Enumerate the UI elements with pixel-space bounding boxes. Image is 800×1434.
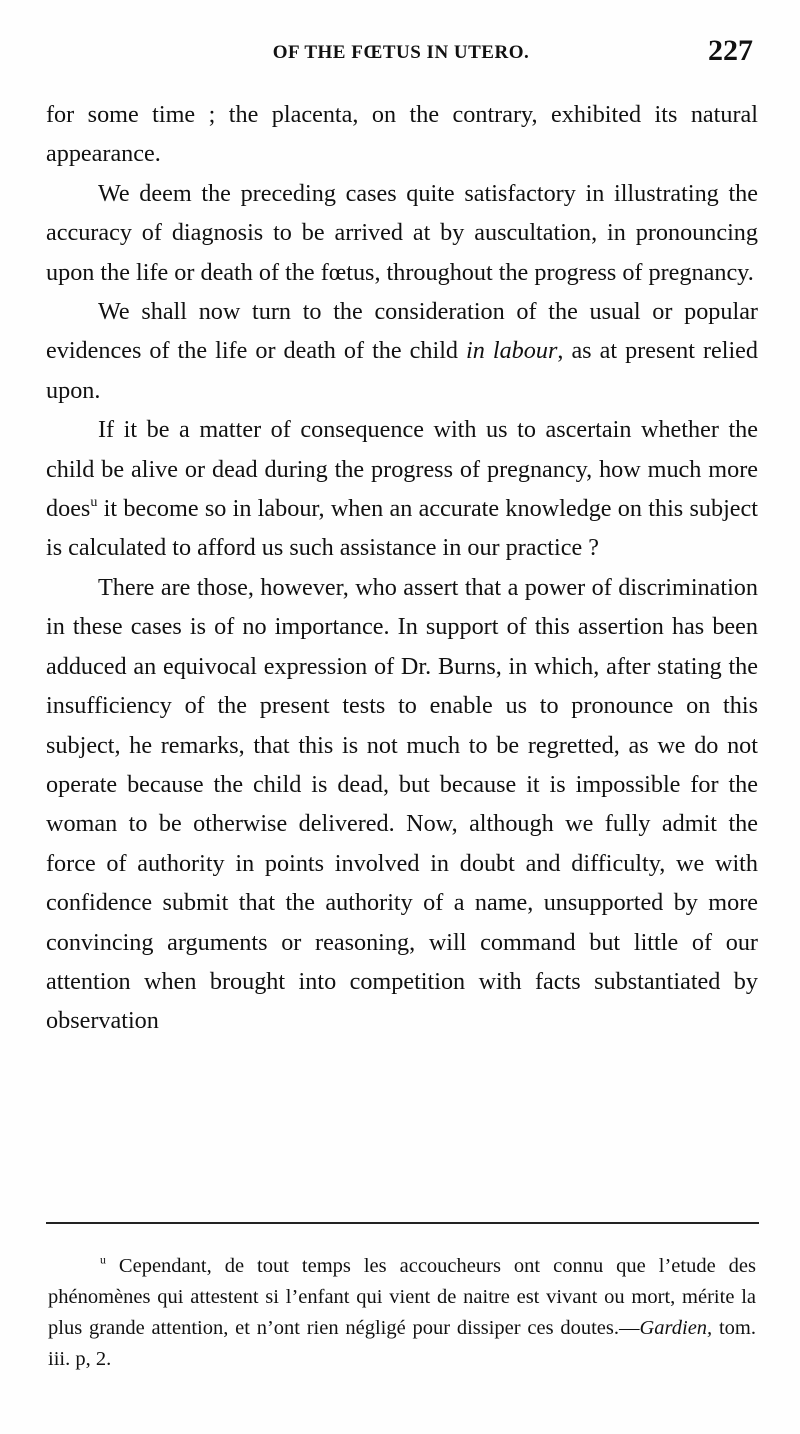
paragraph-3-text-b: , as at present relied upon.: [46, 337, 758, 404]
paragraph-2: We deem the preceding cases quite satisfactory in illustrating the accuracy of diagnosis to be arrived at by auscultation, in pronouncing upon the life or death of the fœtus, throughout the progress of pregnancy.: [46, 179, 758, 286]
paragraph-1: for some time ; the placenta, on the contrary, exhibited its natural appearance.: [46, 101, 758, 168]
paragraph-4: [46, 410, 758, 568]
footnote-marker: u: [100, 1252, 106, 1267]
footnote: [48, 1251, 756, 1375]
footnote-citation: tom. iii. p, 2.: [48, 1317, 756, 1370]
running-title: OF THE FŒTUS IN UTERO.: [272, 42, 530, 63]
paragraph-3: [46, 292, 758, 410]
footnote-dash: —: [618, 1317, 640, 1339]
paragraph-3-italic: in labour: [466, 337, 558, 365]
paragraph-4-text-a: If it be a matter of consequence with us to ascertain whether the child be alive or dead during the progress of pregnancy, how much more does: [46, 416, 758, 523]
footnote-source: Gardien,: [639, 1317, 713, 1339]
main-text: [46, 95, 758, 1041]
paragraph-5: There are those, however, who assert that a power of discrimination in these cases is of no importance. In support of this assertion has been adduced an equivocal expression of Dr. Burns, in which, after stating the insufficiency of the present tests to enable us to pronounce on this subject, he remarks, that this is not much to be regretted, as we do not operate because the child is dead, but because it is impossible for the woman to be otherwise delivered. Now, although we fully admit the force of authority in points involved in doubt and difficulty, we with confidence submit that the authority of a name, unsupported by more convincing arguments or reasoning, will command but little of our attention when brought into competition with facts substantiated by observation: [46, 573, 758, 1035]
footnote-paragraph: [48, 1251, 756, 1375]
page-header: [45, 34, 757, 74]
page-number: 227: [708, 34, 753, 67]
paragraph-4-text-b: it become so in labour, when an accurate knowledge on this subject is calculated to afford us such assistance in our practice ?: [46, 495, 758, 562]
footnote-divider: [46, 1222, 759, 1224]
footnote-reference: u: [90, 494, 98, 511]
footnote-text: Cependant, de tout temps les accoucheurs ont connu que l’etude des phénomènes qui attestent si l’enfant qui vient de naitre est vivant ou mort, mérite la plus grande attention, et n’ont rien négligé pour dissiper ces doutes.: [48, 1255, 756, 1339]
paragraph-3-text-a: We shall now turn to the consideration of the usual or popular evidences of the life or death of the child: [46, 298, 758, 365]
